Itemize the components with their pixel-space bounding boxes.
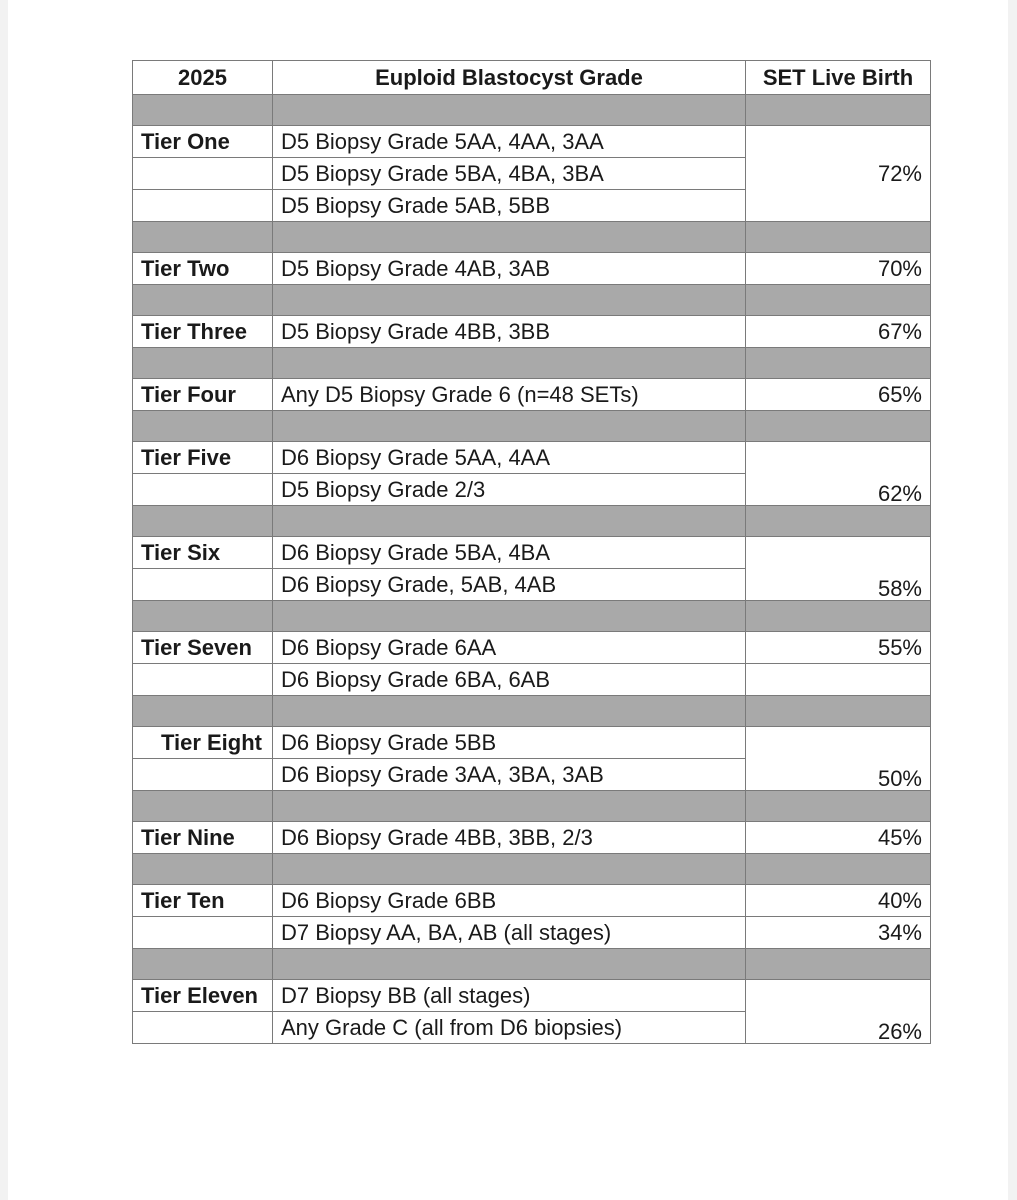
spacer-row <box>133 222 931 253</box>
spacer-row <box>133 696 931 727</box>
blastocyst-tier-table <box>132 60 931 1044</box>
table-row <box>133 727 931 759</box>
rate-cell: 65% <box>746 379 931 411</box>
spacer-row <box>133 601 931 632</box>
tier-label: Tier Two <box>133 253 273 285</box>
spacer-row <box>133 411 931 442</box>
grade-cell: D5 Biopsy Grade 5AA, 4AA, 3AA <box>273 126 746 158</box>
header-row <box>133 61 931 95</box>
table-row <box>133 632 931 664</box>
grade-cell: D7 Biopsy AA, BA, AB (all stages) <box>273 917 746 949</box>
grade-cell: D6 Biopsy Grade 5AA, 4AA <box>273 442 746 474</box>
spacer-row <box>133 949 931 980</box>
grade-cell: D5 Biopsy Grade 4AB, 3AB <box>273 253 746 285</box>
table-row <box>133 885 931 917</box>
table-row <box>133 253 931 285</box>
tier-label: Tier Five <box>133 442 273 474</box>
tier-label: Tier One <box>133 126 273 158</box>
grade-cell: D6 Biopsy Grade 6BB <box>273 885 746 917</box>
rate-cell: 58% <box>746 537 931 601</box>
grade-cell: D6 Biopsy Grade 5BA, 4BA <box>273 537 746 569</box>
grade-cell: D6 Biopsy Grade 6AA <box>273 632 746 664</box>
tier-label: Tier Six <box>133 537 273 569</box>
grade-cell: Any D5 Biopsy Grade 6 (n=48 SETs) <box>273 379 746 411</box>
document-page <box>8 0 1008 1200</box>
rate-cell: 55% <box>746 632 931 664</box>
rate-cell: 26% <box>746 980 931 1044</box>
table-row <box>133 379 931 411</box>
header-year: 2025 <box>133 61 273 95</box>
grade-cell: D5 Biopsy Grade 5AB, 5BB <box>273 190 746 222</box>
rate-cell: 70% <box>746 253 931 285</box>
table-row <box>133 537 931 569</box>
grade-cell: D6 Biopsy Grade 6BA, 6AB <box>273 664 746 696</box>
rate-cell: 34% <box>746 917 931 949</box>
header-grade: Euploid Blastocyst Grade <box>273 61 746 95</box>
table-row <box>133 126 931 158</box>
tier-label: Tier Three <box>133 316 273 348</box>
tier-label: Tier Eleven <box>133 980 273 1012</box>
rate-cell: 50% <box>746 727 931 791</box>
grade-cell: D6 Biopsy Grade 3AA, 3BA, 3AB <box>273 759 746 791</box>
table-row <box>133 442 931 474</box>
tier-label: Tier Four <box>133 379 273 411</box>
grade-cell: D7 Biopsy BB (all stages) <box>273 980 746 1012</box>
tier-label: Tier Eight <box>133 727 273 759</box>
rate-cell: 40% <box>746 885 931 917</box>
grade-cell: Any Grade C (all from D6 biopsies) <box>273 1012 746 1044</box>
spacer-row <box>133 791 931 822</box>
header-rate: SET Live Birth <box>746 61 931 95</box>
spacer-row <box>133 285 931 316</box>
rate-cell: 72% <box>746 126 931 222</box>
rate-cell: 62% <box>746 442 931 506</box>
rate-cell: 67% <box>746 316 931 348</box>
grade-cell: D6 Biopsy Grade, 5AB, 4AB <box>273 569 746 601</box>
grade-cell: D5 Biopsy Grade 5BA, 4BA, 3BA <box>273 158 746 190</box>
spacer-row <box>133 348 931 379</box>
grade-cell: D5 Biopsy Grade 4BB, 3BB <box>273 316 746 348</box>
rate-cell: 45% <box>746 822 931 854</box>
tier-label: Tier Ten <box>133 885 273 917</box>
table-row <box>133 316 931 348</box>
spacer-row <box>133 95 931 126</box>
grade-cell: D5 Biopsy Grade 2/3 <box>273 474 746 506</box>
table-row <box>133 917 931 949</box>
spacer-row <box>133 506 931 537</box>
grade-cell: D6 Biopsy Grade 5BB <box>273 727 746 759</box>
tier-label: Tier Seven <box>133 632 273 664</box>
table-row <box>133 980 931 1012</box>
tier-label: Tier Nine <box>133 822 273 854</box>
spacer-row <box>133 854 931 885</box>
table-row <box>133 822 931 854</box>
table-row <box>133 664 931 696</box>
grade-cell: D6 Biopsy Grade 4BB, 3BB, 2/3 <box>273 822 746 854</box>
